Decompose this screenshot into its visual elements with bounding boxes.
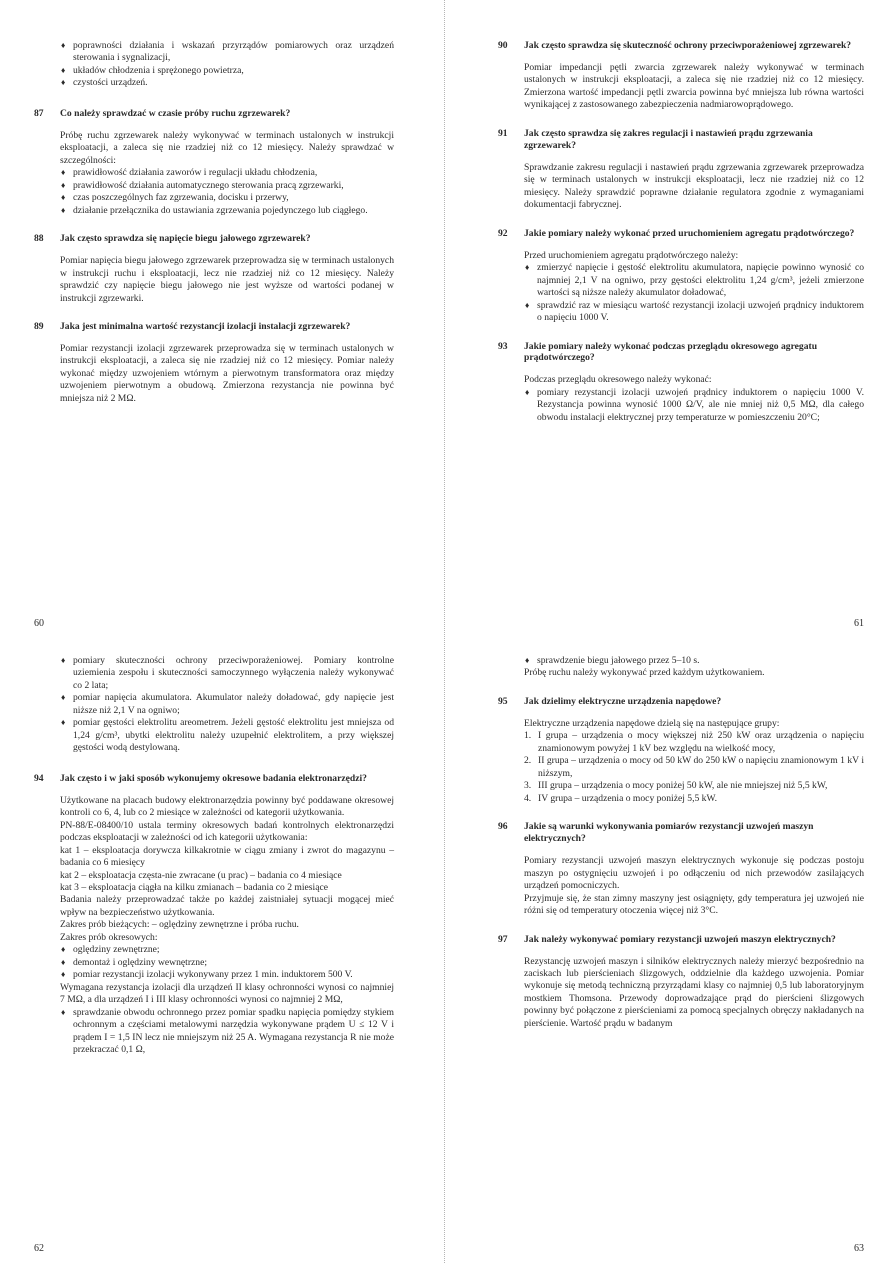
- question-number: 94: [34, 772, 44, 784]
- question-93-answer: [524, 374, 864, 424]
- question-95-answer: [524, 718, 864, 805]
- question-87-heading: [34, 108, 394, 120]
- answer-list: [60, 167, 394, 217]
- answer-text: Sprawdzanie zakresu regulacji i nastawień prądu zgrzewania zgrzewarek przeprowadza się w terminach ustalonych w instrukcji eksploatacji, lecz nie rzadziej niż co 12 miesięcy. Należy sprawdzić poprawne działanie regulatora zgodnie z wymaganiami dokumentacji fabrycznej.: [524, 161, 864, 211]
- question-94-heading: [34, 773, 394, 785]
- answer-text: PN-88/E-08400/10 ustala terminy okresowych badań kontrolnych elektronarzędzi podczas eksploatacji w zależności od ich kategorii użytkowania:: [60, 819, 394, 844]
- list-item: ♦ układów chłodzenia i sprężonego powietrza,: [60, 65, 394, 77]
- page-62: [34, 655, 394, 1255]
- list-item: ♦ pomiar gęstości elektrolitu areometrem. Jeżeli gęstość elektrolitu jest mniejsza od 1,24 g/cm³, ubytki elektrolitu należy uzupełnić elektrolitem, a przy większej gęstości wodą destylowaną.: [60, 717, 394, 754]
- page-number: 63: [854, 1243, 864, 1254]
- question-title: Jakie pomiary należy wykonać podczas przeglądu okresowego agregatu prądotwórczego?: [524, 340, 818, 364]
- question-90-answer: [524, 62, 864, 112]
- question-title: Jakie są warunki wykonywania pomiarów rezystancji uzwojeń maszyn elektrycznych?: [524, 821, 814, 845]
- question-title: Jak często sprawdza się zakres regulacji i nastawień prądu zgrzewania zgrzewarek?: [524, 127, 813, 151]
- answer-text: Podczas przeglądu okresowego należy wykonać:: [524, 374, 712, 386]
- list-item: ♦ sprawdzenie biegu jałowego przez 5–10 s.: [524, 655, 864, 667]
- list-item: 4. IV grupa – urządzenia o mocy poniżej 5,5 kW.: [524, 792, 718, 804]
- page-gutter: [444, 0, 446, 1263]
- answer-list: [524, 387, 864, 424]
- question-title: Jaka jest minimalna wartość rezystancji izolacji instalacji zgrzewarek?: [60, 321, 351, 332]
- list-item: ♦ sprawdzić raz w miesiącu wartość rezystancji izolacji uzwojeń prądnicy induktorem o napięciu 1000 V.: [524, 300, 864, 325]
- list-item: ♦ pomiar napięcia akumulatora. Akumulator należy doładować, gdy napięcie jest niższe niż 2,1 V na ogniwo;: [60, 692, 394, 717]
- answer-text: Badania należy przeprowadzać także po każdej zaistniałej sytuacji mogącej mieć wpływ na bezpieczeństwo użytkowania.: [60, 894, 394, 918]
- question-97-heading: [498, 934, 864, 946]
- answer-text: kat 3 – eksploatacja ciągła na kilku zmianach – badania co 2 miesiące: [60, 882, 328, 894]
- answer-text: Pomiar rezystancji izolacji zgrzewarek przeprowadza się w terminach ustalonych w instrukcji eksploatacji, a zaleca się nie rzadziej niż co 12 miesięcy. Pomiar należy wykonać między uzwojeniem wtórnym a pierwotnym transformatora oraz między uzwojeniem pierwotnym a obudową. Zmierzona rezystancja nie powinna być mniejsza niż 2 MΩ.: [60, 342, 394, 404]
- answer-list: [60, 944, 394, 981]
- answer-text: Pomiary rezystancji uzwojeń maszyn elektrycznych wykonuje się podczas postoju maszyn po ostygnięciu uzwojeń i po odłączeniu od nich przewodów zasilających urządzeń pomocniczych.: [524, 855, 864, 892]
- list-item: ♦ czas poszczególnych faz zgrzewania, docisku i przerwy,: [60, 192, 394, 204]
- answer-text: Użytkowane na placach budowy elektronarzędzia powinny być poddawane okresowej kontroli co 6, 4, lub co 2 miesiące w zależności od kategorii użytkowania.: [60, 794, 394, 819]
- answer-text: kat 1 – eksploatacja dorywcza kilkakrotnie w ciągu zmiany i zwrot do magazynu – badania co 6 miesięcy: [60, 844, 394, 869]
- answer-text: Zakres prób bieżących: – oględziny zewnętrzne i próba ruchu.: [60, 919, 299, 931]
- continued-list: [60, 40, 394, 90]
- question-91-answer: [524, 162, 864, 212]
- answer-list: [60, 1007, 394, 1057]
- question-96-answer: [524, 855, 864, 917]
- question-92-heading: [498, 228, 864, 240]
- answer-text: Wymagana rezystancja izolacji dla urządzeń II klasy ochronności wynosi co najmniej 7 MΩ, a dla urządzeń I i III klasy ochronności wynosi co najmniej 2 MΩ,: [60, 981, 394, 1006]
- question-93-heading: [498, 341, 864, 365]
- list-item: 2. II grupa – urządzenia o mocy od 50 kW do 250 kW o napięciu znamionowym 1 kV i niższym,: [524, 755, 864, 779]
- page-number: 62: [34, 1243, 44, 1254]
- question-title: Jak dzielimy elektryczne urządzenia napędowe?: [524, 695, 722, 707]
- question-number: 92: [498, 227, 508, 239]
- question-97-answer: [524, 956, 864, 1031]
- question-92-answer: [524, 250, 864, 325]
- question-number: 97: [498, 933, 508, 945]
- question-89-heading: [34, 321, 394, 333]
- answer-list: [524, 262, 864, 324]
- answer-text: kat 2 – eksploatacja częsta-nie zwracane (u prac) – badania co 4 miesiące: [60, 869, 342, 881]
- question-88-answer: [60, 255, 394, 305]
- question-title: Jak należy wykonywać pomiary rezystancji uzwojeń maszyn elektrycznych?: [524, 933, 836, 945]
- answer-text: Zakres prób okresowych:: [60, 931, 158, 943]
- continued-list: [60, 655, 394, 755]
- page-number: 61: [854, 618, 864, 629]
- question-96-heading: [498, 821, 864, 845]
- list-item: 3. III grupa – urządzenia o mocy poniżej 50 kW, ale nie mniejszej niż 5,5 kW,: [524, 780, 828, 792]
- answer-text: Rezystancję uzwojeń maszyn i silników elektrycznych należy mierzyć bezpośrednio na zaciskach lub pierścieniach ślizgowych, oddzielnie dla każdego uzwojenia. Pomiar wykonuje się metodą techniczną przyrządami klasy co najmniej 0,5 lub laboratoryjnym mostkiem Thomsona. Przewody doprowadzające prąd do pierścieni ślizgowych powinny być połączone z pierścieniami za pomocą specjalnych obręczy nakładanych na pierścienie. Wartość prądu w badanym: [524, 955, 864, 1029]
- page-61: [498, 40, 864, 630]
- question-number: 90: [498, 40, 508, 51]
- question-87-answer: [60, 130, 394, 217]
- list-item: ♦ oględziny zewnętrzne;: [60, 944, 394, 956]
- question-title: Jak często sprawdza się skuteczność ochrony przeciwporażeniowej zgrzewarek?: [524, 40, 852, 51]
- answer-text: Elektryczne urządzenia napędowe dzielą się na następujące grupy:: [524, 717, 780, 729]
- question-95-heading: [498, 696, 864, 708]
- list-item: ♦ demontaż i oględziny wewnętrzne;: [60, 957, 394, 969]
- group-list: [524, 730, 864, 805]
- question-title: Co należy sprawdzać w czasie próby ruchu zgrzewarek?: [60, 107, 291, 119]
- question-title: Jak często sprawdza się napięcie biegu jałowego zgrzewarek?: [60, 233, 311, 245]
- page-63: [498, 655, 864, 1255]
- answer-text: Pomiar impedancji pętli zwarcia zgrzewarek należy wykonywać w terminach ustalonych w instrukcji eksploatacji, a zaleca się nie rzadziej niż co 12 miesięcy. Zmierzona wartość impedancji pętli zwarcia powinna być mniejsza lub równa wartości wynikającej z zastosowanego zabezpieczenia nadmiarowoprądowego.: [524, 61, 864, 111]
- question-number: 91: [498, 127, 508, 139]
- answer-text: Próbę ruchu zgrzewarek należy wykonywać w terminach ustalonych w instrukcji eksploatacji, a zaleca się nie rzadziej niż co 12 miesięcy. Należy sprawdzać w szczególności:: [60, 129, 394, 166]
- answer-text: Przed uruchomieniem agregatu prądotwórczego należy:: [524, 249, 739, 261]
- answer-text: Przyjmuje się, że stan zimny maszyny jest osiągnięty, gdy temperatura jej uzwojeń nie różni się od temperatury otoczenia więcej niż 3°C.: [524, 892, 864, 917]
- list-item: ♦ pomiar rezystancji izolacji wykonywany przez 1 min. induktorem 500 V.: [60, 969, 394, 981]
- question-89-answer: [60, 343, 394, 405]
- question-number: 93: [498, 340, 508, 352]
- list-item: ♦ pomiary rezystancji izolacji uzwojeń prądnicy induktorem o napięciu 1000 V. Rezystancja powinna wynosić 1000 Ω/V, ale nie mniej niż 0,5 MΩ, dla całego obwodu instalacji elektrycznej przy temperaturze w pomieszczeniu 20°C;: [524, 387, 864, 424]
- question-94-answer: [60, 795, 394, 1057]
- page-number: 60: [34, 618, 44, 629]
- question-number: 96: [498, 821, 508, 833]
- question-title: Jakie pomiary należy wykonać przed uruchomieniem agregatu prądotwórczego?: [524, 227, 855, 239]
- question-title: Jak często i w jaki sposób wykonujemy okresowe badania elektronarzędzi?: [60, 772, 367, 784]
- page-60: [34, 40, 394, 630]
- list-item: ♦ zmierzyć napięcie i gęstość elektrolitu akumulatora, napięcie powinno wynosić co najmniej 2,1 V na ogniwo, przy gęstości elektrolitu 1,24 g/cm³, jeżeli zmierzone wartości są niższe należy akumulator doładować,: [524, 262, 864, 299]
- question-88-heading: [34, 233, 394, 245]
- list-item: ♦ sprawdzanie obwodu ochronnego przez pomiar spadku napięcia pomiędzy stykiem ochronnym a częściami metalowymi narzędzia wykonywane prądem U ≤ 12 V i prądem I = 1,5 IN lecz nie mniejszym niż 25 A. Wymagana rezystancja R nie może przekraczać 0,1 Ω,: [60, 1007, 394, 1057]
- question-90-heading: [498, 40, 864, 52]
- list-item: ♦ czystości urządzeń.: [60, 77, 394, 89]
- continued-list: [524, 655, 864, 667]
- question-number: 95: [498, 695, 508, 707]
- list-item: ♦ działanie przełącznika do ustawiania zgrzewania pojedynczego lub ciągłego.: [60, 205, 394, 217]
- question-number: 87: [34, 107, 44, 119]
- question-number: 89: [34, 321, 44, 332]
- list-item: 1. I grupa – urządzenia o mocy większej niż 250 kW oraz urządzenia o napięciu znamionowym powyżej 1 kV bez względu na wielkość mocy,: [524, 730, 864, 754]
- answer-text: Próbę ruchu należy wykonywać przed każdym użytkowaniem.: [524, 667, 765, 679]
- question-number: 88: [34, 233, 44, 245]
- list-item: ♦ pomiary skuteczności ochrony przeciwporażeniowej. Pomiary kontrolne uziemienia zespołu i skuteczności samoczynnego wyłączenia należy wykonywać co 2 lata;: [60, 655, 394, 692]
- list-item: ♦ poprawności działania i wskazań przyrządów pomiarowych oraz urządzeń sterowania i sygnalizacji,: [60, 40, 394, 65]
- question-91-heading: [498, 128, 864, 152]
- list-item: ♦ prawidłowość działania zaworów i regulacji układu chłodzenia,: [60, 167, 394, 179]
- list-item: ♦ prawidłowość działania automatycznego sterowania pracą zgrzewarki,: [60, 180, 394, 192]
- answer-text: Pomiar napięcia biegu jałowego zgrzewarek przeprowadza się w terminach ustalonych w instrukcji ruchu i eksploatacji, lecz nie rzadziej niż co 12 miesięcy. Należy sprawdzić czy napięcie biegu jałowego nie jest wyższe od wartości podanej w instrukcji zgrzewarki.: [60, 255, 394, 304]
